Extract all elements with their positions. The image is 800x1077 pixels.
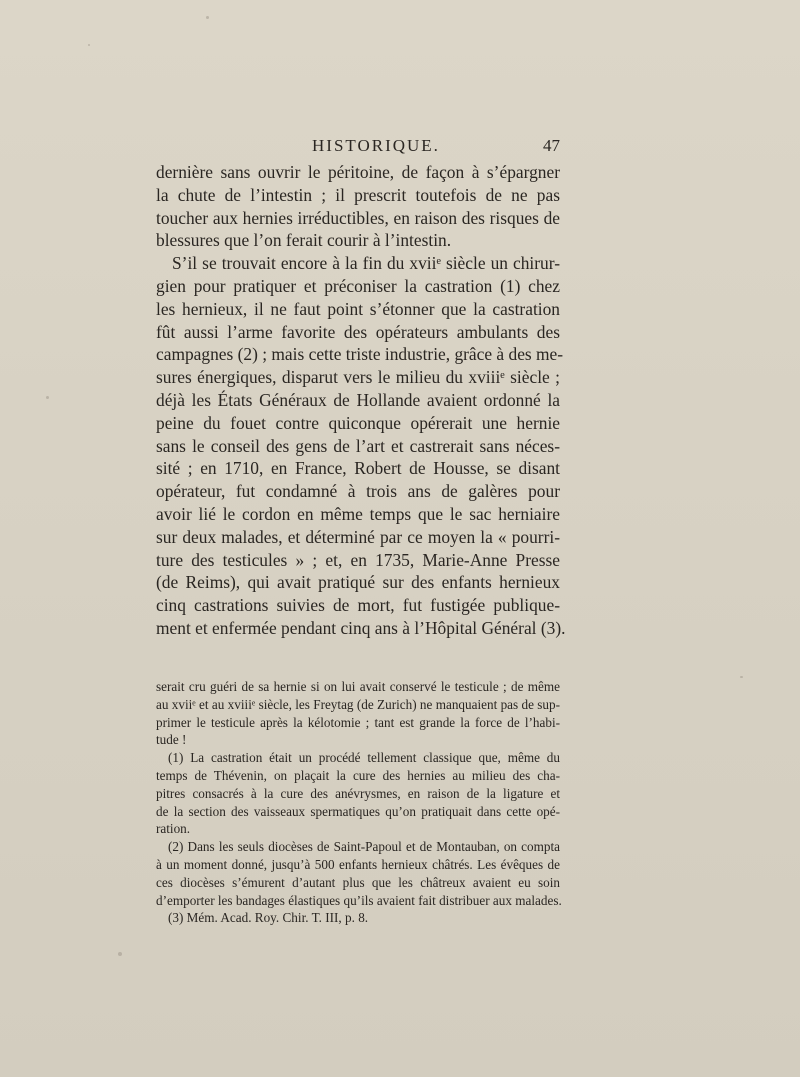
body-line: sures énergiques, disparut vers le milieu du xviiiᵉ siècle ; <box>156 367 560 388</box>
paper-speck <box>118 952 122 956</box>
body-line: ment et enfermée pendant cinq ans à l’Hôpital Général (3). <box>156 617 566 638</box>
body-line: gien pour pratiquer et préconiser la castration (1) chez <box>156 275 560 296</box>
footnote-line: temps de Thévenin, on plaçait la cure des hernies au milieu des cha- <box>156 767 560 783</box>
body-line: blessures que l’on ferait courir à l’intestin. <box>156 230 452 251</box>
body-line: cinq castrations suivies de mort, fut fustigée publique- <box>156 595 560 616</box>
body-line: ture des testicules » ; et, en 1735, Marie-Anne Presse <box>156 549 560 570</box>
body-line: sur deux malades, et déterminé par ce moyen la « pourri- <box>156 526 560 547</box>
body-line: (de Reims), qui avait pratiqué sur des enfants hernieux <box>156 572 560 593</box>
footnote-2: (2) Dans les seuls diocèses de Saint-Papoul et de Montauban, on compta <box>168 839 560 855</box>
body-line: déjà les États Généraux de Hollande avaient ordonné la <box>156 389 560 410</box>
body-line: opérateur, fut condamné à trois ans de galères pour <box>156 481 560 502</box>
body-line: avoir lié le cordon en même temps que le sac herniaire <box>156 503 560 524</box>
paper-speck <box>206 16 209 19</box>
footnote-line: ces diocèses s’émurent d’autant plus que les châtreux avaient eu soin <box>156 874 560 890</box>
running-header: HISTORIQUE. <box>312 136 440 155</box>
body-line: peine du fouet contre quiconque opérerait une hernie <box>156 412 560 433</box>
footnote-line: au xviiᵉ et au xviiiᵉ siècle, les Freytag (de Zurich) ne manquaient pas de sup- <box>156 696 560 712</box>
body-text <box>156 161 566 640</box>
footnote-line: tude ! <box>156 732 187 748</box>
body-line: campagnes (2) ; mais cette triste industrie, grâce à des me- <box>156 344 564 365</box>
body-line: toucher aux hernies irréductibles, en raison des risques de <box>156 207 560 228</box>
body-line: fût aussi l’arme favorite des opérateurs ambulants des <box>156 321 560 342</box>
body-line: les hernieux, il ne faut point s’étonner que la castration <box>156 298 560 319</box>
paper-speck <box>740 676 743 678</box>
footnote-line: à un moment donné, jusqu’à 500 enfants hernieux châtrés. Les évêques de <box>156 856 560 872</box>
footnote-line: d’emporter les bandages élastiques qu’ils avaient fait distribuer aux malades. <box>156 892 562 908</box>
body-line: la chute de l’intestin ; il prescrit toutefois de ne pas <box>156 184 560 205</box>
body-line: sité ; en 1710, en France, Robert de Housse, se disant <box>156 458 560 479</box>
footnote-line: serait cru guéri de sa hernie si on lui avait conservé le testicule ; de même <box>156 679 560 694</box>
footnotes <box>156 678 560 927</box>
footnote-1: (1) La castration était un procédé tellement classique que, même du <box>168 750 560 766</box>
footnote-line: primer le testicule après la kélotomie ; tant est grande la force de l’habi- <box>156 714 560 730</box>
page-number: 47 <box>543 136 560 155</box>
paper-speck <box>46 396 49 399</box>
footnote-line: ration. <box>156 821 191 837</box>
body-line: dernière sans ouvrir le péritoine, de façon à s’épargner <box>156 162 560 182</box>
body-line: sans le conseil des gens de l’art et castrerait sans néces- <box>156 435 560 456</box>
footnote-line: de la section des vaisseaux spermatiques qu’on pratiquait dans cette opé- <box>156 803 560 819</box>
body-line: S’il se trouvait encore à la fin du xviiᵉ siècle un chirur- <box>172 253 560 274</box>
footnote-line: pitres consacrés à la cure des anévrysmes, en raison de la ligature et <box>156 785 560 801</box>
footnote-3: (3) Mém. Acad. Roy. Chir. T. III, p. 8. <box>168 910 369 926</box>
paper-speck <box>88 44 90 46</box>
